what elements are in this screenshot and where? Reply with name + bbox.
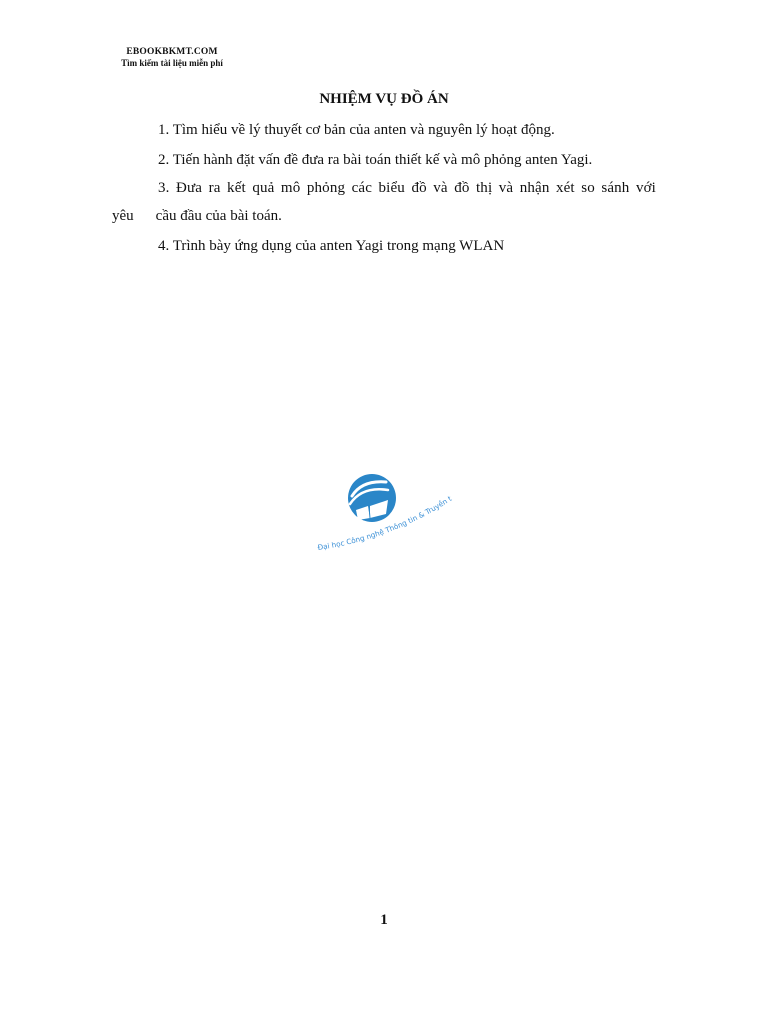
university-logo [300, 470, 470, 570]
site-tagline: Tìm kiếm tài liệu miễn phí [121, 58, 223, 68]
task-item-4: 4. Trình bày ứng dụng của anten Yagi trong mạng WLAN [158, 238, 505, 254]
task-item-3-continuation-word: yêu [112, 208, 134, 224]
site-header [112, 47, 232, 69]
task-item-3-continuation-rest: cầu đầu của bài toán. [155, 208, 282, 224]
university-book-logo-icon [300, 470, 470, 570]
university-name-text: Đại học Công nghệ Thông tin & Truyền t [317, 493, 454, 552]
page-number: 1 [380, 912, 388, 928]
task-item-1: 1. Tìm hiểu về lý thuyết cơ bản của anten và nguyên lý hoạt động. [158, 122, 555, 138]
document-title: NHIỆM VỤ ĐỒ ÁN [319, 91, 449, 107]
task-item-3-continuation [112, 206, 282, 226]
site-name: EBOOKBKMT.COM [126, 47, 218, 57]
task-item-3: 3. Đưa ra kết quả mô phỏng các biểu đồ và đồ thị và nhận xét so sánh với [158, 180, 656, 196]
task-item-2: 2. Tiến hành đặt vấn đề đưa ra bài toán thiết kế và mô phỏng anten Yagi. [158, 152, 593, 168]
